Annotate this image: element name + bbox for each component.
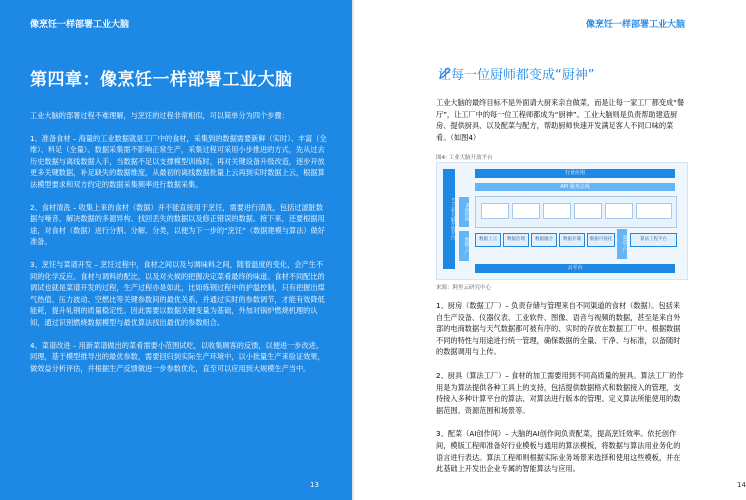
diagram-api-bar: API 服务总线 [475, 183, 675, 191]
ai-module-box [481, 203, 509, 219]
figure-caption: 图4: 工业大脑开放平台 [436, 155, 493, 161]
data-factory-box: 数据治理 [503, 233, 529, 247]
page-number-left: 13 [310, 481, 319, 489]
diagram-factory-label: 数据工厂 [459, 231, 469, 261]
ai-module-box [512, 203, 540, 219]
right-paragraph: 2、厨具（算法工厂）– 食材的加工需要用到不同高质量的厨具。算法工厂的作用是为算法提供各种工具上的支持，包括提供数据格式和数据接入的管理，支持接入多种计算平台的算法、对算法进行版本的管理、定义算法所能使用的数据范围、资源范围和场景等。 [436, 370, 684, 415]
page-number-right: 14 [737, 481, 746, 489]
data-factory-box: 数据存储 [559, 233, 585, 247]
left-paragraph: 工业大脑的部署过程不难理解，与烹饪的过程非常相似，可以简单分为四个步骤： [30, 111, 289, 120]
right-paragraph: 1、厨房（数据工厂）– 负责存储与管理来自不同渠道的食材（数据）。包括来自生产设备、仪器仪表、工业软件、图像、语音与视频的数据，甚至是来自外部的电商数据与天气数据都可被有序的、实时的存放在数据工厂中。根据数据不同的特性与用途进行统一管理，确保数据的全量、干净、与标准，以备随时的数据调用与上传。 [436, 301, 681, 357]
left-paragraph: 2、食材清洗 – 收集上来的食材（数据）并不能直接用于烹饪，需要进行清洗，包括过滤脏数据与噪音、解决数据的多源异构、找回丢失的数据以及修正错误的数据。接下来，还要根据用途，对食材（数据）进行分割、分解、分类，以便为下一步的“烹饪”（数据建模与算法）做好准备。 [30, 202, 325, 247]
algorithm-factory-box: 算法工程平台 [630, 233, 677, 247]
data-factory-box: 数据上云 [475, 233, 501, 247]
diagram-bottom-bar: 云平台 [475, 264, 675, 273]
intro-text: 工业大脑的最终目标不是外面请大厨来亲自做菜，而是让每一家工厂都变成“餐厅”，让工厂中的每一位工程师都成为“厨神”。工业大脑则是负责帮助建造厨房、提供厨具、以及配菜与配方，帮助厨师快速开发满足客人不同口味的菜肴。（如图4） [436, 98, 685, 142]
ai-module-box [574, 203, 602, 219]
pen-icon [438, 66, 452, 80]
running-header-left: 像烹饪一样部署工业大脑 [30, 20, 130, 30]
diagram-top-bar: 行业应用 [475, 169, 675, 178]
left-paragraph: 1、准备食材 – 海量的工业数据就是工厂中的食材，采集到的数据需要新鲜（实时）、丰富（全维）、料足（全量）。数据采集需不影响正常生产，采集过程可采用小步推进的方式，先从过去历史数据与离线数据入手，当数据不足以支撑模型训练时，再对关键设备升级改造，逐步开放更多关键数据，补足缺失的数据维度，从最初的离线数据批量上云再到实时数据上云，根据算法模型要求和双方约定的数据采集频率进行数据采集。 [30, 133, 327, 189]
running-header-right: 像烹饪一样部署工业大脑 [585, 20, 685, 30]
ai-module-box [543, 203, 571, 219]
diagram-ai-label: AI创作间 [459, 197, 469, 227]
left-paragraph: 4、菜谱改进 – 用新菜谱做出的菜肴需要小范围试吃，以收集顾客的反馈，以便进一步改进。同理，基于模型推导出的最优参数，需要回归到实际生产环境中，以小批量生产来验证效果，做效益分析评估，并根据生产反馈做进一步参数优化，直至可以应用到大规模生产当中。 [30, 340, 325, 373]
right-paragraph: 3、配菜（AI创作间）– 大脑的AI创作间负责配菜，提高烹饪效率。依托创作间，模版工程师准备好行业模板与通用的算法模板，将数据与算法用业务化的语言进行表达。算法工程师则根据实际业务场景来选择和使用这些模板，并在此基础上开发出企业专属的智能算法与应用。 [436, 429, 681, 474]
diagram-side-label: ET工业大脑开放平台 [443, 169, 455, 269]
diagram-compute-label: 算法工厂 [617, 229, 627, 259]
platform-diagram [436, 162, 688, 280]
data-factory-box: 数据融合 [531, 233, 557, 247]
left-paragraph: 3、烹饪与菜谱开发 – 烹饪过程中，食材之间以及与调味料之间，随着温度的变化，会产生不同的化学反应。食材与调料的配比，以及对火候的把握决定菜肴最终的味道。食材不同配比的调试也就是菜谱开发的过程，生产过程亦是如此，比如炼钢过程中的护温控制，只有把握出煤气热值、压力波动、空燃比等关键参数间的最优关系，并通过实时的参数调节，才能有效降低能耗，提升轧钢的质量稳定性。因此需要以数据关键变量为基础，外加对锅炉燃烧机理的认知，通过识别燃烧数据模型与最优算法找出最优的参数组合。 [30, 259, 325, 327]
chapter-title: 第四章：像烹饪一样部署工业大脑 [30, 70, 293, 90]
figure-source: 来源：阿里云研究中心 [436, 285, 492, 291]
left-body-text [30, 110, 330, 385]
right-body-text [436, 300, 686, 487]
ai-module-box [636, 203, 672, 219]
left-page [0, 0, 352, 500]
ai-module-box [605, 203, 633, 219]
section-title: 让每一位厨师都变成“厨神” [438, 68, 595, 83]
data-factory-box: 数据可视化 [587, 233, 615, 247]
